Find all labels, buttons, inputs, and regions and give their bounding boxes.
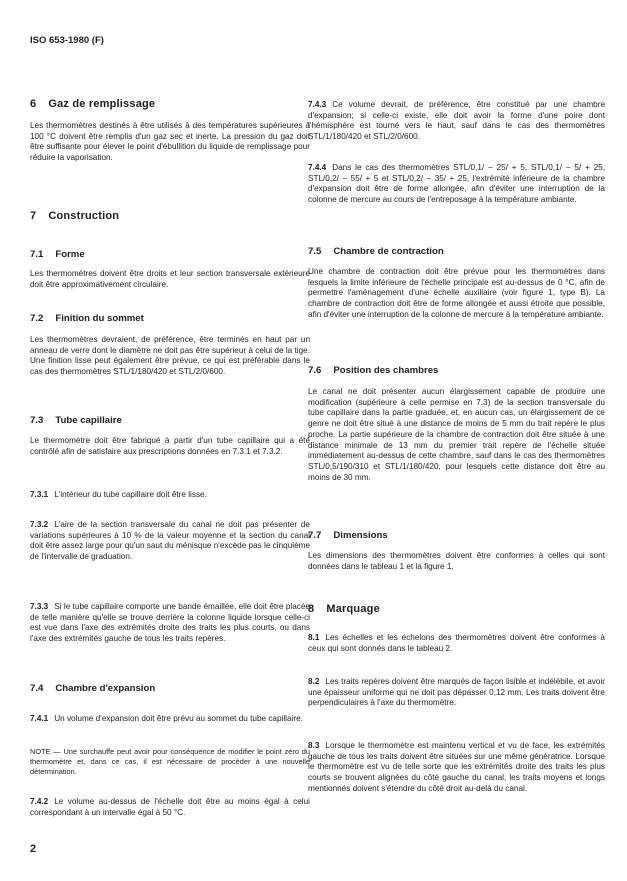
section-7-2 xyxy=(30,313,310,378)
paragraph: Le thermomètre doit être fabriqué à partir d'un tube capillaire qui a été contrôlé afin de satisfaire aux prescriptions données en 7.3.1 et 7.3.2. xyxy=(30,436,310,456)
section-heading: 8 Marquage xyxy=(308,603,380,615)
clause-7-4-3: 7.4.3 Ce volume devrait, de préférence, être constitué par une chambre d'expansion; si celle-ci existe, elle doit avoir la forme d'une poire dont l'hémisphère est tourné vers le haut, sauf dans le cas des thermomètres STL/1/180/420 et STL/2/0/600. xyxy=(308,100,605,142)
section-7-1 xyxy=(30,249,310,290)
section-7-4 xyxy=(30,683,310,694)
subsection-heading: 7.6 Position des chambres xyxy=(308,365,439,376)
section-8 xyxy=(308,603,605,615)
section-7-3 xyxy=(30,415,310,457)
clause-7-4-1: 7.4.1 Un volume d'expansion doit être prévu au sommet du tube capillaire. xyxy=(30,714,303,723)
note: NOTE — Une surchauffe peut avoir pour conséquence de modifier le point zéro du thermomètre et, dans ce cas, il est nécessaire de procéder à une nouvelle détermination. xyxy=(30,747,310,776)
section-7-7 xyxy=(308,530,605,572)
paragraph: Le canal ne doit présenter aucun élargissement capable de produire une modification (supérieure à celle permise en 7.3) de la section transversale du tube capillaire dans la partie graduée, et, en aucun cas, un élargissement de ce genre ne doit être situé à une distance de moins de 5 mm du trait repère le plus proche. La partie supérieure de la chambre de contraction doit être située à une distance minimale de 13 mm du premier trait repère de l'échelle située immédiatement au-dessus de cette chambre, sauf dans le cas des thermomètres STL/0,5/190/310 et STL/1/180/420, pour lesquels cette distance doit être au moins de 30 mm. xyxy=(308,387,605,482)
subsection-heading: 7.1 Forme xyxy=(30,249,85,260)
clause-8-1: 8.1 Les échelles et les échelons des thermomètres doivent être conformes à ceux qui sont donnés dans le tableau 2. xyxy=(308,633,605,653)
paragraph: Les thermomètres devraient, de préférence, être terminés en haut par un anneau de verre dont le diamètre ne doit pas être supérieur à celui de la tige. Une finition lisse peut également être prévue, ce qui est préférable dans le cas des thermomètres STL/1/180/420 et STL/2/0/600. xyxy=(30,335,310,377)
clause-8-3: 8.3 Lorsque le thermomètre est maintenu vertical et vu de face, les extrémités gauche de tous les traits doivent être situées sur une même génératrice. Lorsque le thermomètre est vu de telle sorte que les extrémités droite des traits les plus courts se trouvent alignées du côté gauche du canal, les traits moyens et longs mentionnés doivent s'étendre du côté droit au-delà du canal. xyxy=(308,741,605,793)
page-number: 2 xyxy=(30,843,37,855)
clause-7-4-4: 7.4.4 Dans le cas des thermomètres STL/0,1/ − 25/ + 5, STL/0,1/ − 5/ + 25, STL/0,2/ − 55/ + 5 et STL/0,2/ − 35/ + 25, l'extrémité inférieure de la chambre d'expansion doit être de forme allongée, afin d'éviter une interruption de la colonne de mercure au cours de l'entreposage à la température ambiante. xyxy=(308,163,605,205)
section-7-5 xyxy=(308,246,605,321)
clause-8-2: 8.2 Les traits repères doivent être marqués de façon lisible et indélébile, et avoir une épaisseur uniforme qui ne doit pas dépasser 0,12 mm. Les traits doivent être perpendiculaires à l'axe du thermomètre. xyxy=(308,677,605,708)
paragraph: Les dimensions des thermomètres doivent être conformes à celles qui sont données dans le tableau 1 et la figure 1. xyxy=(308,551,605,571)
paragraph: Les thermomètres destinés à être utilisés à des températures supérieures à 100 °C doivent être remplis d'un gaz sec et inerte. La pression du gaz doit être suffisante pour élever le point d'ébullition du liquide de remplissage pour réduire la vaporisation. xyxy=(30,121,310,163)
section-heading: 6 Gaz de remplissage xyxy=(30,98,156,110)
clause-7-3-3: 7.3.3 Si le tube capillaire comporte une bande émaillée, elle doit être placée de telle manière qu'elle se trouve derrière la colonne liquide lorsque celle-ci est vue dans l'axe des extrémités droite des traits les plus courts, ou dans l'axe des extrémités gauche de tous les traits repères. xyxy=(30,602,310,644)
subsection-heading: 7.3 Tube capillaire xyxy=(30,415,122,426)
section-7 xyxy=(30,210,310,222)
paragraph: Les thermomètres doivent être droits et leur section transversale extérieure doit être approximativement circulaire. xyxy=(30,269,310,289)
section-heading: 7 Construction xyxy=(30,210,120,222)
clause-7-4-2: 7.4.2 Le volume au-dessus de l'échelle doit être au moins égal à celui correspondant à un intervalle égal à 50 °C. xyxy=(30,797,310,817)
section-6 xyxy=(30,98,310,164)
clause-7-3-2: 7.3.2 L'aire de la section transversale du canal ne doit pas présenter de variations supérieures à 10 % de la valeur moyenne et la section du canal doit être assez large pour qu'un saut du ménisque n'excède pas le cinquième de l'intervalle de graduation. xyxy=(30,520,310,562)
subsection-heading: 7.7 Dimensions xyxy=(308,530,388,541)
section-7-6 xyxy=(308,365,605,483)
clause-7-3-1: 7.3.1 L'intérieur du tube capillaire doit être lisse. xyxy=(30,490,207,499)
subsection-heading: 7.2 Finition du sommet xyxy=(30,313,144,324)
subsection-heading: 7.5 Chambre de contraction xyxy=(308,246,444,257)
document-header: ISO 653-1980 (F) xyxy=(30,35,104,46)
subsection-heading: 7.4 Chambre d'expansion xyxy=(30,683,156,694)
paragraph: Une chambre de contraction doit être prévue pour les thermomètres dans lesquels la limite inférieure de l'échelle principale est au-dessus de 0 °C, afin de permettre l'aménagement d'une échelle auxiliaire (voir figure 1, type B). La chambre de contraction doit être de forme allongée et aussi étroite que possible, afin d'éviter une interruption de la colonne de mercure à la température ambiante. xyxy=(308,267,605,319)
